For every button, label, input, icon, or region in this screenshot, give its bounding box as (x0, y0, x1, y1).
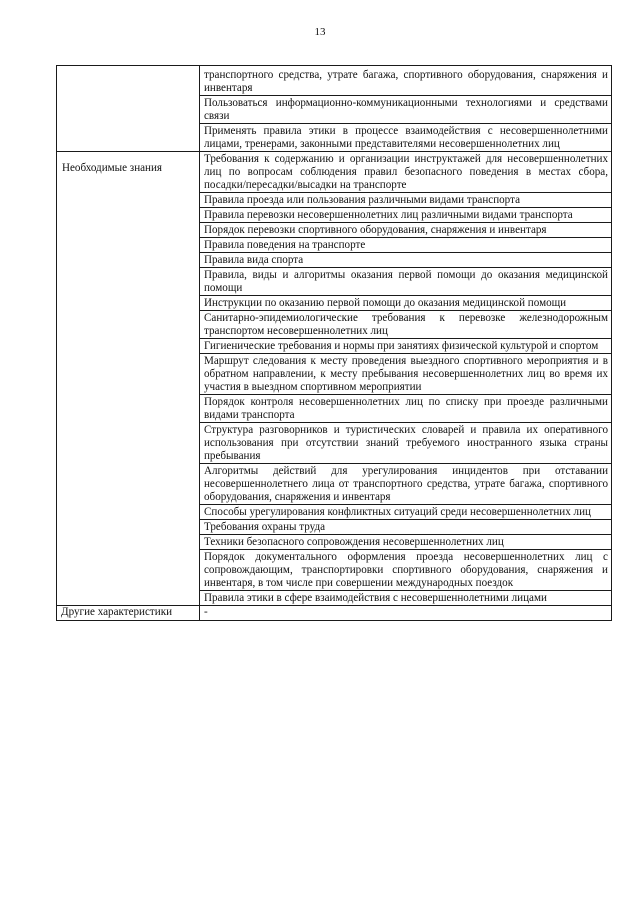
table-cell: Требования охраны труда (200, 520, 612, 535)
table-cell: Правила этики в сфере взаимодействия с несовершеннолетними лицами (200, 591, 612, 606)
table-cell: Инструкции по оказанию первой помощи до оказания медицинской помощи (200, 296, 612, 311)
table-row (57, 606, 612, 621)
table-cell: Способы урегулирования конфликтных ситуаций среди несовершеннолетних лиц (200, 505, 612, 520)
table-cell: Пользоваться информационно-коммуникационными технологиями и средствами связи (200, 96, 612, 124)
table-cell: Правила перевозки несовершеннолетних лиц различными видами транспорта (200, 208, 612, 223)
competency-table (56, 65, 612, 621)
table-cell: Порядок документального оформления проезда несовершеннолетних лиц с сопровождающим, транспортировки спортивного оборудования, снаряжения и инвентаря, в том числе при совершении международных поездок (200, 550, 612, 591)
table-row (57, 152, 612, 193)
table-cell: Правила проезда или пользования различными видами транспорта (200, 193, 612, 208)
table-cell: Структура разговорников и туристических словарей и правила их оперативного использования при отсутствии знаний требуемого иностранного языка страны пребывания (200, 423, 612, 464)
table-cell: Правила вида спорта (200, 253, 612, 268)
continued-label-cell (57, 66, 200, 152)
table-cell: Применять правила этики в процессе взаимодействия с несовершеннолетними лицами, тренерами, законными представителями несовершеннолетних лиц (200, 124, 612, 152)
table-cell: Правила, виды и алгоритмы оказания первой помощи до оказания медицинской помощи (200, 268, 612, 296)
knowledge-label: Необходимые знания (57, 152, 200, 606)
table-cell: Алгоритмы действий для урегулирования инцидентов при отставании несовершеннолетнего лица от транспортного средства, утрате багажа, спортивного оборудования, снаряжения и инвентаря (200, 464, 612, 505)
table-cell: Правила поведения на транспорте (200, 238, 612, 253)
other-characteristics-label: Другие характеристики (57, 606, 200, 621)
table-cell: Порядок контроля несовершеннолетних лиц по списку при проезде различными видами транспорта (200, 395, 612, 423)
page-number: 13 (314, 26, 326, 38)
table-cell: Санитарно-эпидемиологические требования к перевозке железнодорожным транспортом несовершеннолетних лиц (200, 311, 612, 339)
table-cell: Техники безопасного сопровождения несовершеннолетних лиц (200, 535, 612, 550)
table-row (57, 66, 612, 96)
table-cell: транспортного средства, утрате багажа, спортивного оборудования, снаряжения и инвентаря (200, 66, 612, 96)
table-cell: Требования к содержанию и организации инструктажей для несовершеннолетних лиц по вопросам соблюдения правил безопасного поведения в местах сбора, посадки/пересадки/высадки на транспорте (200, 152, 612, 193)
table-cell: Порядок перевозки спортивного оборудования, снаряжения и инвентаря (200, 223, 612, 238)
other-characteristics-value: - (200, 606, 612, 621)
table-cell: Маршрут следования к месту проведения выездного спортивного мероприятия и в обратном направлении, к месту пребывания несовершеннолетних лиц во время их участия в выездном спортивном мероприятии (200, 354, 612, 395)
table-cell: Гигиенические требования и нормы при занятиях физической культурой и спортом (200, 339, 612, 354)
